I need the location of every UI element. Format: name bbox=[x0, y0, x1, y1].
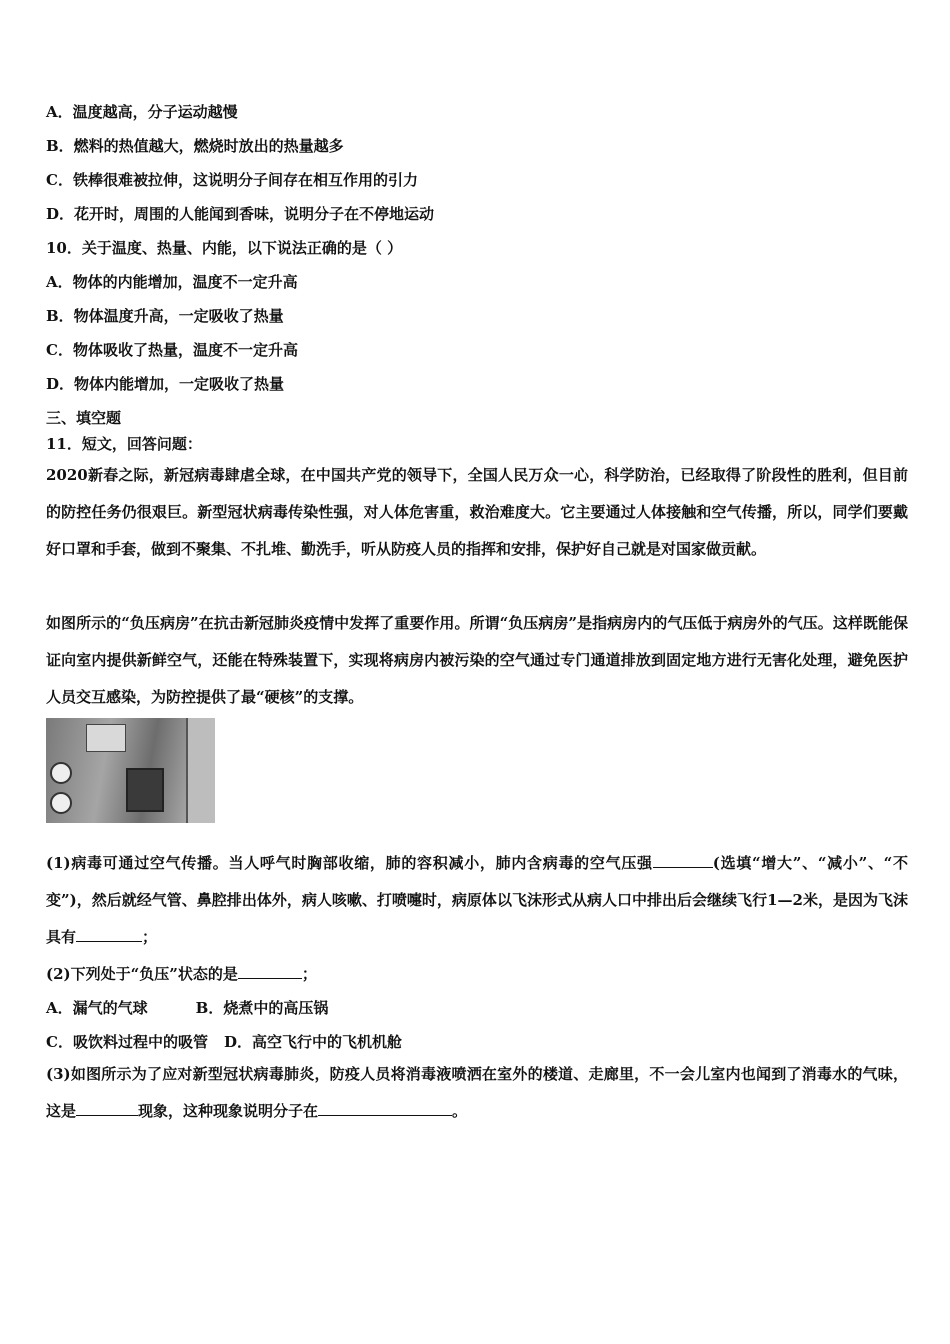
q9-option-b: B．燃料的热值越大，燃烧时放出的热量越多 bbox=[46, 137, 344, 155]
sub3-text-c: 。 bbox=[452, 1102, 468, 1120]
sub2-option-b: B．烧煮中的高压锅 bbox=[195, 999, 329, 1017]
air-unit-icon bbox=[126, 768, 164, 812]
sub3-text-a: (3)如图所示为了应对新型冠状病毒肺炎，防疫人员将消毒液喷洒在室外的楼道、走廊里，不一会儿室内也闻到了消毒水的气味，这是 bbox=[46, 1065, 908, 1120]
q10-option-d: D．物体内能增加，一定吸收了热量 bbox=[46, 375, 285, 393]
q10-option-a: A．物体的内能增加，温度不一定升高 bbox=[46, 273, 298, 291]
section-title: 三、填空题 bbox=[46, 409, 122, 427]
sub3-text-b: 现象，这种现象说明分子在 bbox=[138, 1102, 319, 1120]
answer-blank-2[interactable] bbox=[76, 927, 142, 942]
sub2-end: ； bbox=[301, 965, 317, 983]
answer-blank-1[interactable] bbox=[653, 853, 713, 868]
control-panel-icon bbox=[86, 724, 126, 752]
q10-option-b: B．物体温度升高，一定吸收了热量 bbox=[46, 307, 284, 325]
q11-passage-1: 2020新春之际，新冠病毒肆虐全球，在中国共产党的领导下，全国人民万众一心，科学防治，已经取得了阶段性的胜利，但目前的防控任务仍很艰巨。新型冠状病毒传染性强，对人体危害重，救治难度大。它主要通过人体接触和空气传播，所以，同学们要戴好口罩和手套，做到不聚集、不扎堆、勤洗手，听从防疫人员的指挥和安排，保护好自己就是对国家做贡献。 bbox=[46, 466, 908, 558]
q11-sub2-options-ab bbox=[46, 998, 328, 1018]
q9-option-d: D．花开时，周围的人能闻到香味，说明分子在不停地运动 bbox=[46, 205, 435, 223]
q11-sub2 bbox=[46, 964, 317, 984]
q10-option-c: C．物体吸收了热量，温度不一定升高 bbox=[46, 341, 298, 359]
answer-blank-4[interactable] bbox=[76, 1101, 138, 1116]
negative-pressure-room-photo bbox=[46, 718, 215, 823]
sub2-option-d: D．高空飞行中的飞机机舱 bbox=[223, 1033, 402, 1051]
answer-blank-3[interactable] bbox=[238, 964, 302, 979]
q11-sub3 bbox=[46, 1056, 908, 1130]
q11-sub1 bbox=[46, 845, 908, 956]
door-icon bbox=[186, 718, 215, 823]
q11-sub2-options-cd bbox=[46, 1032, 402, 1052]
sub1-text-b: (选填“增大”、“减小”、“不变”)，然后就经气管、鼻腔排出体外，病人咳嗽、打喷嚏时，病原体以飞沫形式从病人口中排出后会继续飞行1—2米，是因为飞沫具有 bbox=[46, 854, 908, 946]
q11-stem: 11．短文，回答问题： bbox=[46, 435, 202, 453]
sub2-option-a: A．漏气的气球 bbox=[46, 999, 148, 1017]
pressure-gauge-icon bbox=[50, 762, 72, 784]
q11-passage-2: 如图所示的“负压病房”在抗击新冠肺炎疫情中发挥了重要作用。所谓“负压病房”是指病房内的气压低于病房外的气压。这样既能保证向室内提供新鲜空气，还能在特殊装置下，实现将病房内被污染的空气通过专门通道排放到固定地方进行无害化处理，避免医护人员交互感染，为防控提供了最“硬核”的支撑。 bbox=[46, 614, 908, 706]
q9-option-c: C．铁棒很难被拉伸，这说明分子间存在相互作用的引力 bbox=[46, 171, 418, 189]
q9-option-a: A．温度越高，分子运动越慢 bbox=[46, 103, 238, 121]
sub2-option-c: C．吸饮料过程中的吸管 bbox=[46, 1033, 208, 1051]
answer-blank-5[interactable] bbox=[318, 1101, 452, 1116]
sub1-text-a: (1)病毒可通过空气传播。当人呼气时胸部收缩，肺的容积减小，肺内含病毒的空气压强 bbox=[46, 854, 653, 872]
sub1-text-c: ； bbox=[142, 928, 158, 946]
pressure-gauge-icon bbox=[50, 792, 72, 814]
sub2-text: (2)下列处于“负压”状态的是 bbox=[46, 965, 238, 983]
q10-stem: 10．关于温度、热量、内能，以下说法正确的是（ ） bbox=[46, 239, 403, 257]
